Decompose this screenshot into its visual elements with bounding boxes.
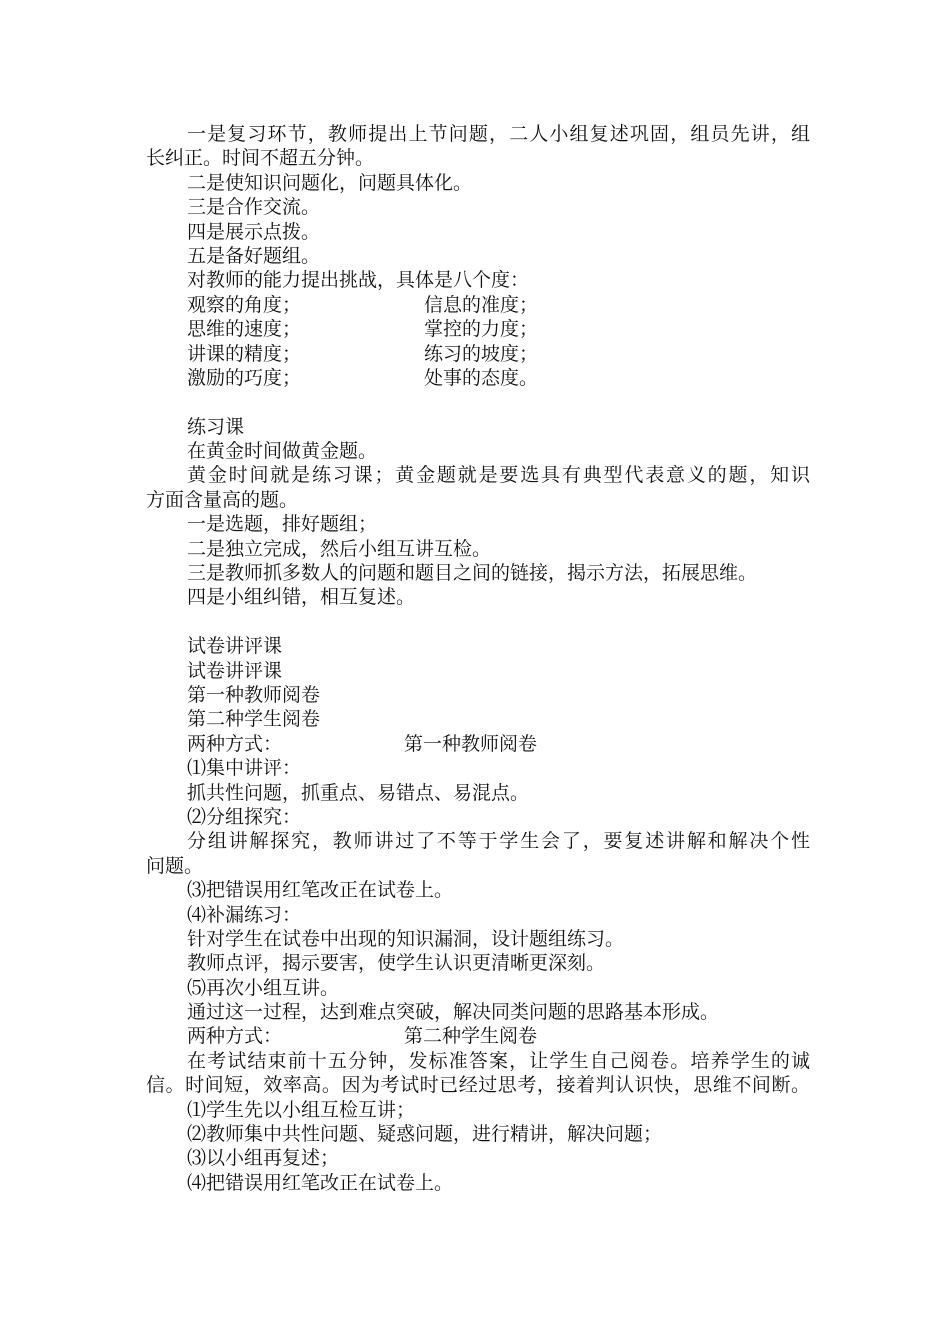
document-body	[146, 122, 810, 1195]
degree-left: 讲课的精度；	[187, 342, 302, 365]
practice-step4: 四是小组纠错，相互复述。	[187, 586, 416, 609]
exam-title2: 试卷讲评课	[187, 659, 283, 682]
degree-row	[146, 317, 810, 341]
exam-s4-comment: 教师点评，揭示要害，使学生认识更清晰更深刻。	[187, 952, 606, 975]
degree-row	[146, 366, 810, 390]
exam-t2: ⑵教师集中共性问题、疑惑问题，进行精讲，解决问题；	[187, 1123, 663, 1146]
degree-left: 思维的速度；	[187, 318, 302, 341]
exam-s1-desc: 抓共性问题，抓重点、易错点、易混点。	[187, 781, 530, 804]
mode-label: 两种方式：	[187, 732, 283, 755]
practice-step2: 二是独立完成，然后小组互讲互检。	[187, 537, 492, 560]
exam-title1: 试卷讲评课	[187, 635, 283, 658]
mode-label: 两种方式：	[187, 1025, 283, 1048]
blank-line	[146, 610, 810, 634]
degree-row	[146, 342, 810, 366]
review-intro-line2: 长纠正。时间不超五分钟。	[146, 147, 375, 170]
exam-s5-desc: 通过这一过程，达到难点突破，解决同类问题的思路基本形成。	[187, 1001, 720, 1024]
blank-line	[146, 390, 810, 414]
exam-mode2-row	[146, 1024, 810, 1048]
exam-student-b: 信。时间短，效率高。因为考试时已经过思考，接着判认识快，思维不间断。	[146, 1074, 810, 1097]
exam-type2: 第二种学生阅卷	[187, 708, 321, 731]
practice-line2a: 黄金时间就是练习课；黄金题就是要选具有典型代表意义的题，知识	[187, 464, 810, 487]
exam-s4: ⑷补漏练习：	[187, 903, 302, 926]
exam-type1: 第一种教师阅卷	[187, 683, 321, 706]
review-step3: 三是合作交流。	[187, 196, 321, 219]
exam-student-a: 在考试结束前十五分钟，发标准答案，让学生自己阅卷。培养学生的诚	[187, 1049, 810, 1072]
degree-row	[146, 293, 810, 317]
exam-s2-desc-b: 问题。	[146, 854, 204, 877]
review-intro-line1: 一是复习环节，教师提出上节问题，二人小组复述巩固，组员先讲，组	[187, 123, 810, 145]
review-step4: 四是展示点拨。	[187, 220, 321, 243]
degree-right: 掌控的力度；	[424, 318, 539, 341]
review-step2: 二是使知识问题化，问题具体化。	[187, 171, 473, 194]
exam-t3: ⑶以小组再复述；	[187, 1147, 340, 1170]
review-challenge: 对教师的能力提出挑战，具体是八个度：	[187, 269, 530, 292]
practice-line2b: 方面含量高的题。	[146, 488, 299, 511]
degree-right: 练习的坡度；	[424, 342, 539, 365]
practice-line1: 在黄金时间做黄金题。	[187, 440, 378, 463]
exam-t4: ⑷把错误用红笔改正在试卷上。	[187, 1171, 454, 1194]
degree-right: 处事的态度。	[424, 366, 539, 389]
practice-step3: 三是教师抓多数人的问题和题目之间的链接，揭示方法，拓展思维。	[187, 562, 758, 585]
degree-left: 观察的角度；	[187, 293, 302, 316]
exam-s4-desc: 针对学生在试卷中出现的知识漏洞，设计题组练习。	[187, 927, 625, 950]
exam-s3: ⑶把错误用红笔改正在试卷上。	[187, 879, 454, 902]
practice-title: 练习课	[187, 415, 245, 438]
degree-right: 信息的准度；	[424, 293, 539, 316]
practice-step1: 一是选题，排好题组；	[187, 513, 378, 536]
exam-s1: ⑴集中讲评：	[187, 757, 302, 780]
degree-left: 激励的巧度；	[187, 366, 302, 389]
exam-s2-desc-a: 分组讲解探究，教师讲过了不等于学生会了，要复述讲解和解决个性	[187, 830, 810, 853]
mode-value: 第二种学生阅卷	[404, 1025, 538, 1048]
exam-s5: ⑸再次小组互讲。	[187, 976, 340, 999]
exam-mode1-row	[146, 732, 810, 756]
exam-t1: ⑴学生先以小组互检互讲；	[187, 1098, 416, 1121]
mode-value: 第一种教师阅卷	[404, 732, 538, 755]
review-step5: 五是备好题组。	[187, 244, 321, 267]
exam-s2: ⑵分组探究：	[187, 805, 302, 828]
